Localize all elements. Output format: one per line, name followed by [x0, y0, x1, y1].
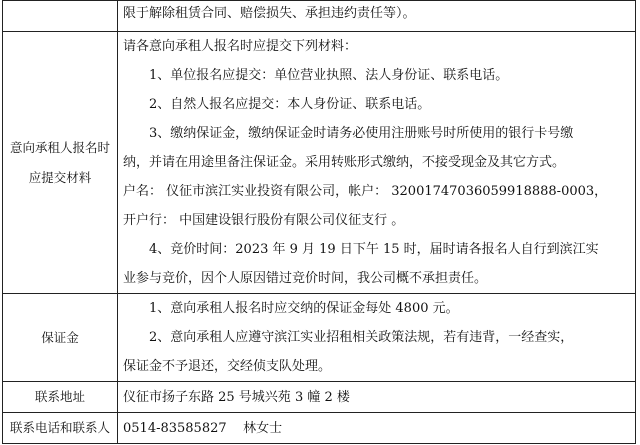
contact-value: 0514-83585827 林女士	[123, 420, 283, 436]
deposit-item-2-cont: 保证金不予退还，交经侦支队处理。	[123, 359, 332, 374]
contact-content	[118, 413, 636, 444]
continuation-row	[3, 1, 636, 32]
materials-intro: 请各意向承租人报名时应提交下列材料：	[123, 39, 358, 54]
deposit-label: 保证金	[3, 294, 118, 382]
tender-info-table	[2, 0, 636, 444]
address-row	[3, 382, 636, 413]
materials-label	[3, 32, 118, 294]
address-label: 联系地址	[3, 382, 118, 413]
deposit-item-1: 1、意向承租人报名时应交纳的保证金每处 4800 元。	[149, 301, 459, 316]
materials-item-4-cont: 业参与竞价，因个人原因错过竞价时间，我公司概不承担责任。	[123, 271, 488, 286]
deposit-item-2: 2、意向承租人应遵守滨江实业招租相关政策法规，若有违背，一经查实，	[149, 330, 574, 345]
deposit-row	[3, 294, 636, 382]
materials-item-1: 1、单位报名应提交：单位营业执照、法人身份证、联系电话。	[149, 68, 509, 83]
continuation-content-cell	[118, 1, 636, 32]
continuation-label-cell	[3, 1, 118, 32]
materials-label-line-2: 应提交材料	[28, 169, 92, 185]
continuation-text: 限于解除租赁合同、赔偿损失、承担违约责任等）。	[123, 6, 416, 21]
bank-line: 开户行： 中国建设银行股份有限公司仪征支行 。	[123, 213, 405, 228]
materials-label-line-1: 意向承租人报名时	[9, 139, 110, 155]
contact-row	[3, 413, 636, 444]
materials-row	[3, 32, 636, 294]
materials-item-2: 2、自然人报名应提交：本人身份证、联系电话。	[149, 97, 431, 112]
address-content	[118, 382, 636, 413]
materials-item-3-cont: 纳，并请在用途里备注保证金。采用转账形式缴纳，不接受现金及其它方式。	[123, 155, 566, 170]
materials-content	[118, 32, 636, 294]
materials-item-4: 4、竞价时间：2023 年 9 月 19 日下午 15 时，届时请各报名人自行到滨江实	[149, 242, 599, 257]
address-value: 仪征市扬子东路 25 号城兴苑 3 幢 2 楼	[123, 389, 350, 405]
deposit-content	[118, 294, 636, 382]
account-name-line: 户名： 仪征市滨江实业投资有限公司，帐户： 32001747036059918888-0003，	[123, 184, 608, 199]
contact-label: 联系电话和联系人	[3, 413, 118, 444]
materials-item-3: 3、缴纳保证金，缴纳保证金时请务必使用注册账号时所使用的银行卡号缴	[149, 126, 574, 141]
